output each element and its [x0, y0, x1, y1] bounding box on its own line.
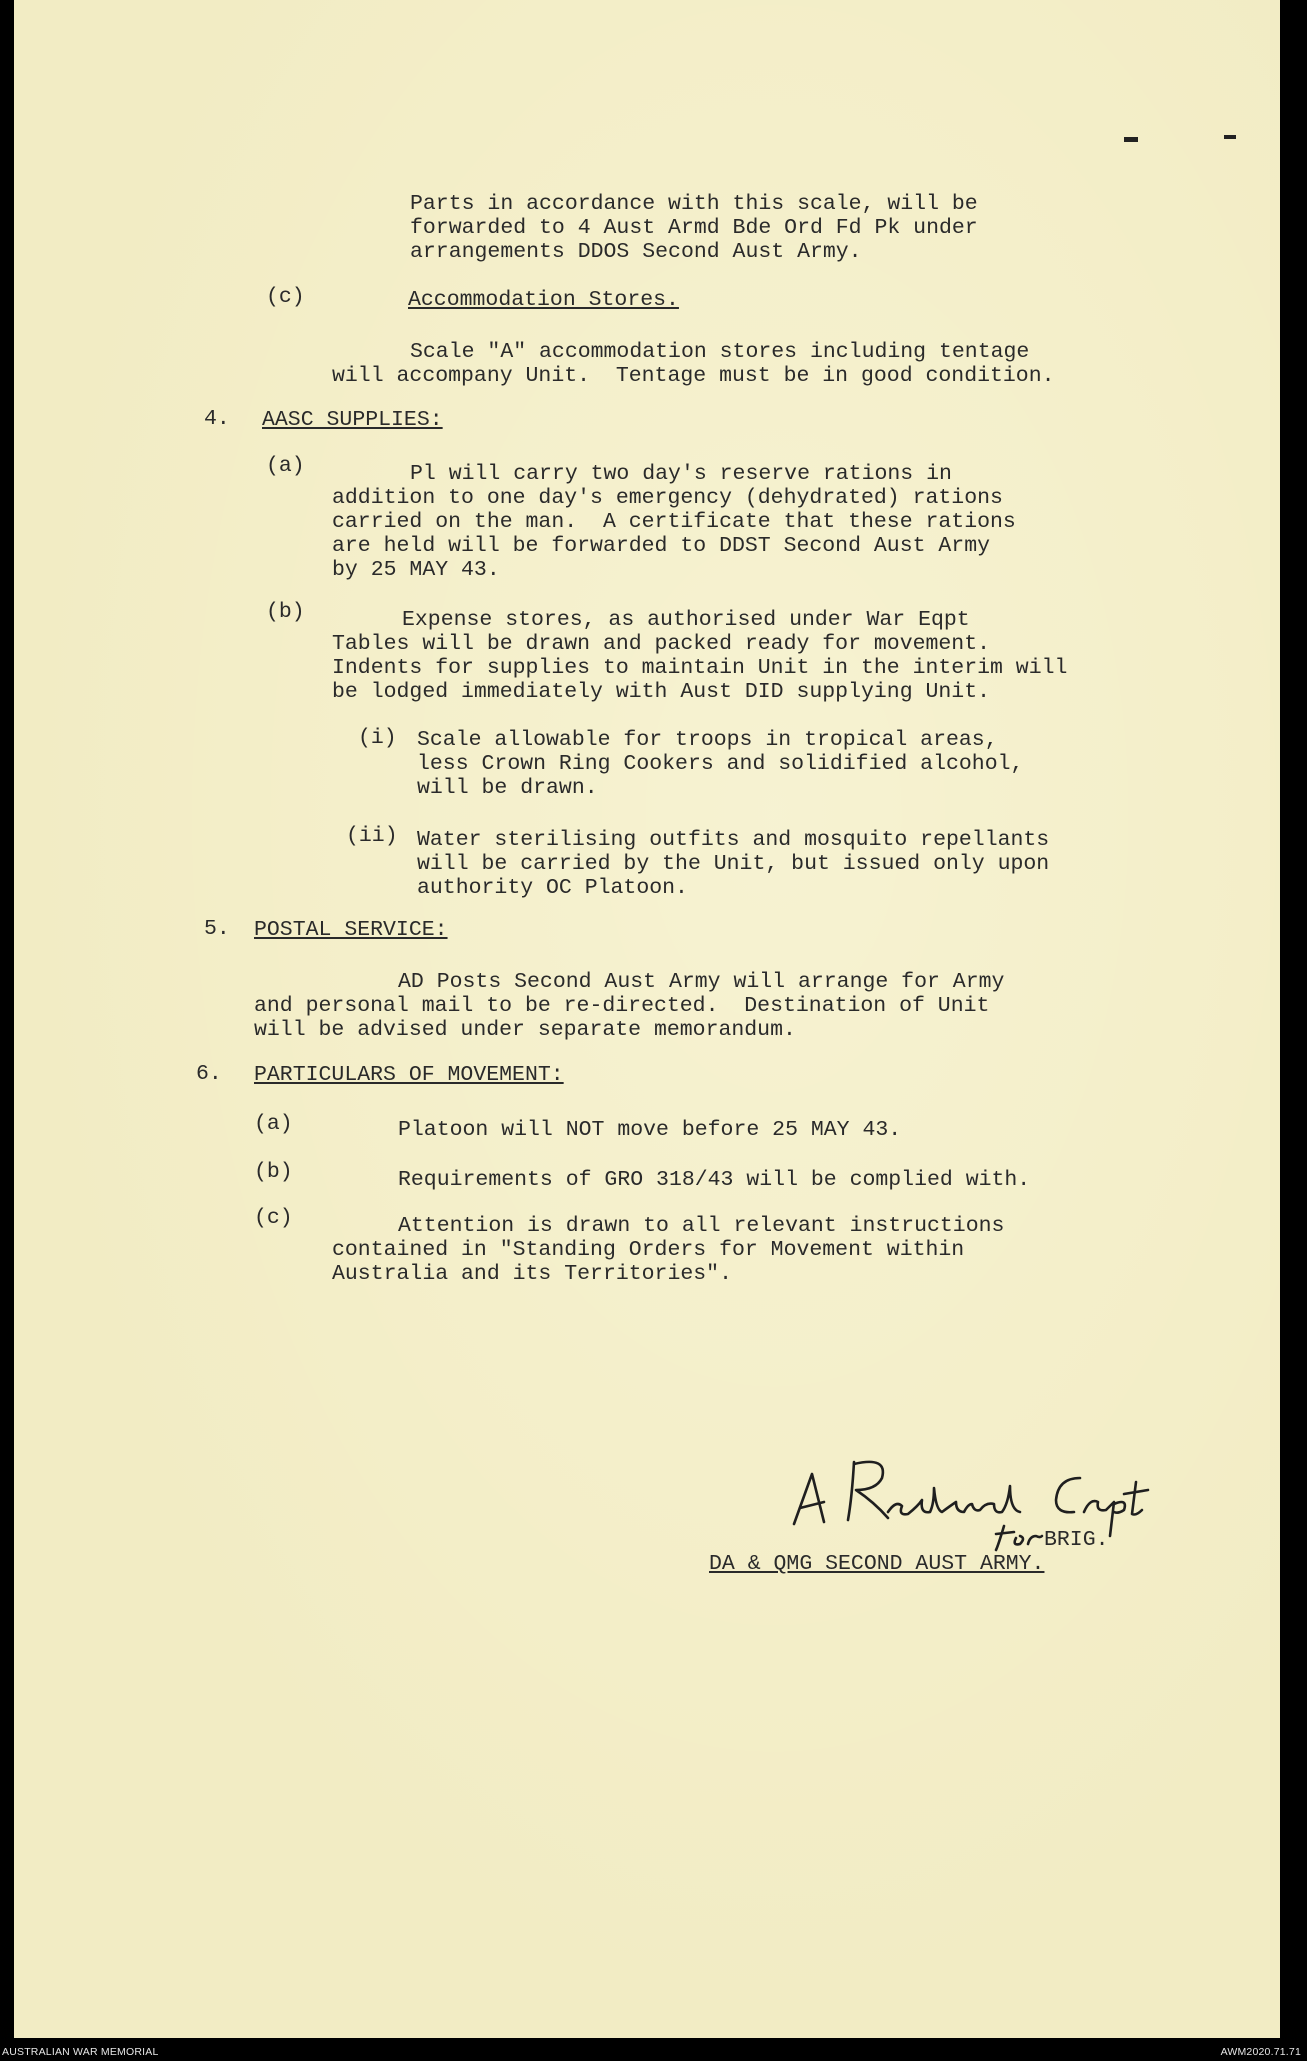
body-line: by 25 MAY 43. — [332, 558, 500, 582]
signature-rank: BRIG. — [1044, 1528, 1109, 1552]
body-line: Attention is drawn to all relevant instructions — [398, 1214, 1005, 1238]
sub-item-label: (i) — [358, 726, 397, 750]
body-line: Platoon will NOT move before 25 MAY 43. — [398, 1118, 902, 1142]
body-line: Water sterilising outfits and mosquito repellants — [417, 828, 1050, 852]
section-number: 6. — [196, 1062, 222, 1086]
footer-left: AUSTRALIAN WAR MEMORIAL — [2, 2046, 159, 2058]
body-line: forwarded to 4 Aust Armd Bde Ord Fd Pk under — [410, 216, 978, 240]
body-line: Australia and its Territories". — [332, 1262, 732, 1286]
body-line: less Crown Ring Cookers and solidified alcohol, — [417, 752, 1024, 776]
body-line: and personal mail to be re-directed. Destination of Unit — [254, 994, 990, 1018]
body-line: Pl will carry two day's reserve rations in — [410, 462, 952, 486]
body-line: authority OC Platoon. — [417, 876, 688, 900]
section-heading: AASC SUPPLIES: — [262, 408, 443, 432]
body-line: will accompany Unit. Tentage must be in good condition. — [332, 364, 1055, 388]
body-line: Tables will be drawn and packed ready for movement. — [332, 632, 991, 656]
sub-item-label: (ii) — [346, 824, 398, 848]
body-line: be lodged immediately with Aust DID supplying Unit. — [332, 680, 991, 704]
body-line: carried on the man. A certificate that these rations — [332, 510, 1016, 534]
section-number: 4. — [204, 407, 230, 431]
section-number: 5. — [204, 917, 230, 941]
body-line: Expense stores, as authorised under War Eqpt — [402, 608, 970, 632]
item-letter: (c) — [266, 285, 305, 309]
body-line: Scale allowable for troops in tropical areas, — [417, 728, 998, 752]
body-line: will be advised under separate memorandum. — [254, 1018, 796, 1042]
body-line: addition to one day's emergency (dehydrated) rations — [332, 486, 1003, 510]
body-line: arrangements DDOS Second Aust Army. — [410, 240, 862, 264]
punch-mark — [1124, 137, 1138, 142]
item-letter: (b) — [254, 1160, 293, 1184]
document-page — [14, 0, 1280, 2038]
body-line: are held will be forwarded to DDST Second Aust Army — [332, 534, 991, 558]
handwritten-signature — [784, 1442, 1224, 1552]
body-line: Parts in accordance with this scale, will be — [410, 192, 978, 216]
body-line: will be drawn. — [417, 776, 598, 800]
punch-mark — [1224, 135, 1236, 139]
body-line: contained in "Standing Orders for Movement within — [332, 1238, 965, 1262]
item-heading: Accommodation Stores. — [408, 288, 679, 312]
section-heading: PARTICULARS OF MOVEMENT: — [254, 1063, 564, 1087]
footer-right: AWM2020.71.71 — [1220, 2046, 1301, 2058]
body-line: Indents for supplies to maintain Unit in the interim will — [332, 656, 1068, 680]
body-line: will be carried by the Unit, but issued only upon — [417, 852, 1050, 876]
body-line: Requirements of GRO 318/43 will be complied with. — [398, 1168, 1031, 1192]
item-letter: (a) — [266, 454, 305, 478]
item-letter: (c) — [254, 1206, 293, 1230]
item-letter: (a) — [254, 1112, 293, 1136]
signature-title: DA & QMG SECOND AUST ARMY. — [709, 1552, 1045, 1576]
section-heading: POSTAL SERVICE: — [254, 918, 448, 942]
body-line: Scale "A" accommodation stores including tentage — [410, 340, 1030, 364]
item-letter: (b) — [266, 600, 305, 624]
body-line: AD Posts Second Aust Army will arrange for Army — [398, 970, 1005, 994]
